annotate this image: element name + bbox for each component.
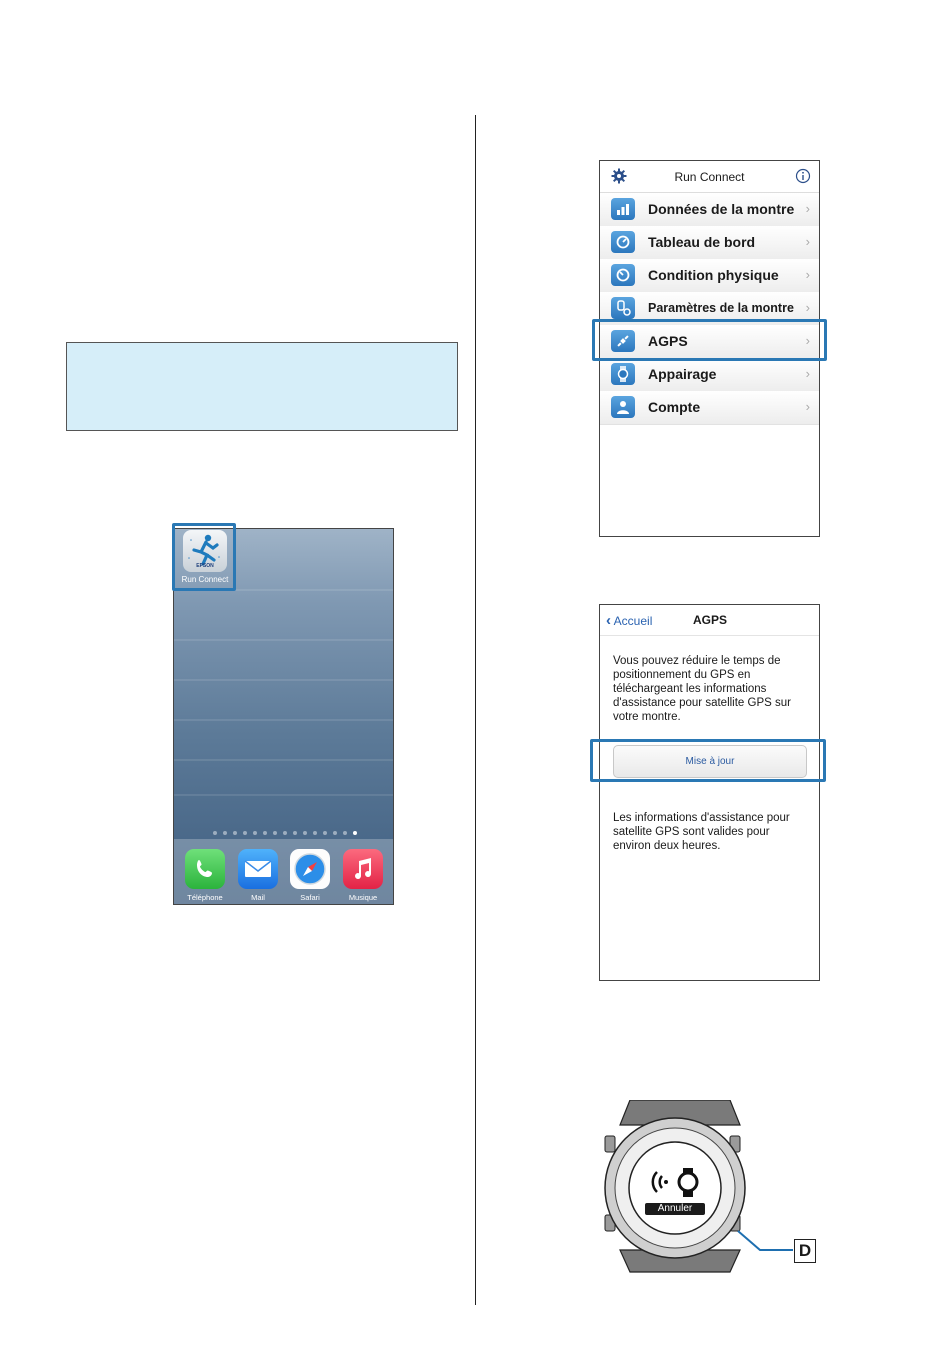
water-ripple bbox=[174, 719, 394, 721]
dock-label: Musique bbox=[348, 893, 378, 902]
menu-item-label: Données de la montre bbox=[648, 201, 795, 217]
chevron-right-icon: › bbox=[805, 267, 810, 282]
page-dot bbox=[223, 831, 227, 835]
chevron-right-icon: › bbox=[805, 201, 810, 216]
chevron-right-icon: › bbox=[805, 399, 810, 414]
dock-app-safari[interactable] bbox=[287, 849, 333, 902]
mail-icon bbox=[238, 849, 278, 889]
dock-app-music[interactable] bbox=[340, 849, 386, 902]
chevron-right-icon: › bbox=[805, 300, 810, 315]
menu-title: Run Connect bbox=[674, 170, 745, 184]
menu-item-label: AGPS bbox=[648, 333, 688, 349]
brand-label: EPSON bbox=[196, 563, 214, 569]
note-box bbox=[66, 342, 458, 431]
dock bbox=[174, 839, 394, 905]
dock-app-mail[interactable] bbox=[235, 849, 281, 902]
water-ripple bbox=[174, 639, 394, 641]
chevron-right-icon: › bbox=[805, 333, 810, 348]
chevron-right-icon: › bbox=[805, 366, 810, 381]
phone-icon bbox=[185, 849, 225, 889]
watch-settings-icon bbox=[611, 297, 635, 319]
menu-item-label: Compte bbox=[648, 399, 701, 415]
page-dot bbox=[283, 831, 287, 835]
page-dot bbox=[303, 831, 307, 835]
dock-label: Mail bbox=[251, 893, 265, 902]
agps-screen bbox=[599, 604, 820, 981]
page-dot bbox=[333, 831, 337, 835]
dock-label: Téléphone bbox=[187, 893, 223, 902]
fitness-icon bbox=[611, 264, 635, 286]
menu-item-label: Tableau de bord bbox=[648, 234, 756, 250]
page-dot-active bbox=[353, 831, 357, 835]
page-dot bbox=[313, 831, 317, 835]
account-icon bbox=[611, 396, 635, 418]
cancel-label: Annuler bbox=[645, 1203, 705, 1215]
page-dot bbox=[343, 831, 347, 835]
dock-app-phone[interactable] bbox=[182, 849, 228, 902]
menu-item-label: Appairage bbox=[648, 366, 717, 382]
menu-header bbox=[600, 161, 819, 193]
button-d-callout: D bbox=[794, 1239, 816, 1263]
agps-title: AGPS bbox=[693, 613, 728, 627]
menu-item-label: Condition physique bbox=[648, 267, 779, 283]
agps-header bbox=[600, 605, 819, 636]
water-ripple bbox=[174, 679, 394, 681]
page-dot bbox=[323, 831, 327, 835]
bar-chart-icon bbox=[611, 198, 635, 220]
page-dot bbox=[253, 831, 257, 835]
page-dot bbox=[263, 831, 267, 835]
page-dot bbox=[273, 831, 277, 835]
validity-note: Les informations d'assistance pour satellite GPS sont valides pour environ deux heures. bbox=[613, 812, 790, 852]
menu-item-account[interactable] bbox=[600, 391, 819, 425]
column-divider bbox=[475, 115, 476, 1305]
menu-item-fitness[interactable] bbox=[600, 259, 819, 293]
menu-item-pairing[interactable] bbox=[600, 358, 819, 392]
safari-icon bbox=[290, 849, 330, 889]
back-label: Accueil bbox=[613, 614, 653, 628]
info-icon[interactable] bbox=[795, 168, 811, 189]
agps-description: Vous pouvez réduire le temps de positionnement du GPS en téléchargeant les informations d'assistance pour satellite GPS sur votre montre. bbox=[613, 655, 791, 723]
chevron-right-icon: › bbox=[805, 234, 810, 249]
menu-item-label: Paramètres de la montre bbox=[648, 301, 794, 315]
update-button[interactable]: Mise à jour bbox=[613, 745, 807, 778]
menu-item-dashboard[interactable] bbox=[600, 226, 819, 260]
page-dot bbox=[233, 831, 237, 835]
page-indicator[interactable] bbox=[174, 831, 394, 839]
water-ripple bbox=[174, 759, 394, 761]
page-dot bbox=[213, 831, 217, 835]
page-dot bbox=[243, 831, 247, 835]
update-highlight-frame bbox=[590, 739, 826, 782]
water-ripple bbox=[174, 794, 394, 796]
dock-label: Safari bbox=[300, 893, 320, 902]
music-icon bbox=[343, 849, 383, 889]
back-button[interactable] bbox=[606, 612, 652, 629]
chevron-left-icon: ‹ bbox=[606, 612, 611, 629]
agps-highlight-frame bbox=[592, 319, 827, 361]
app-label: Run Connect bbox=[181, 575, 229, 584]
app-highlight-frame bbox=[172, 523, 236, 591]
menu-item-watch-data[interactable] bbox=[600, 193, 819, 227]
page-dot bbox=[293, 831, 297, 835]
watch-pair-icon bbox=[611, 363, 635, 385]
dashboard-icon bbox=[611, 231, 635, 253]
